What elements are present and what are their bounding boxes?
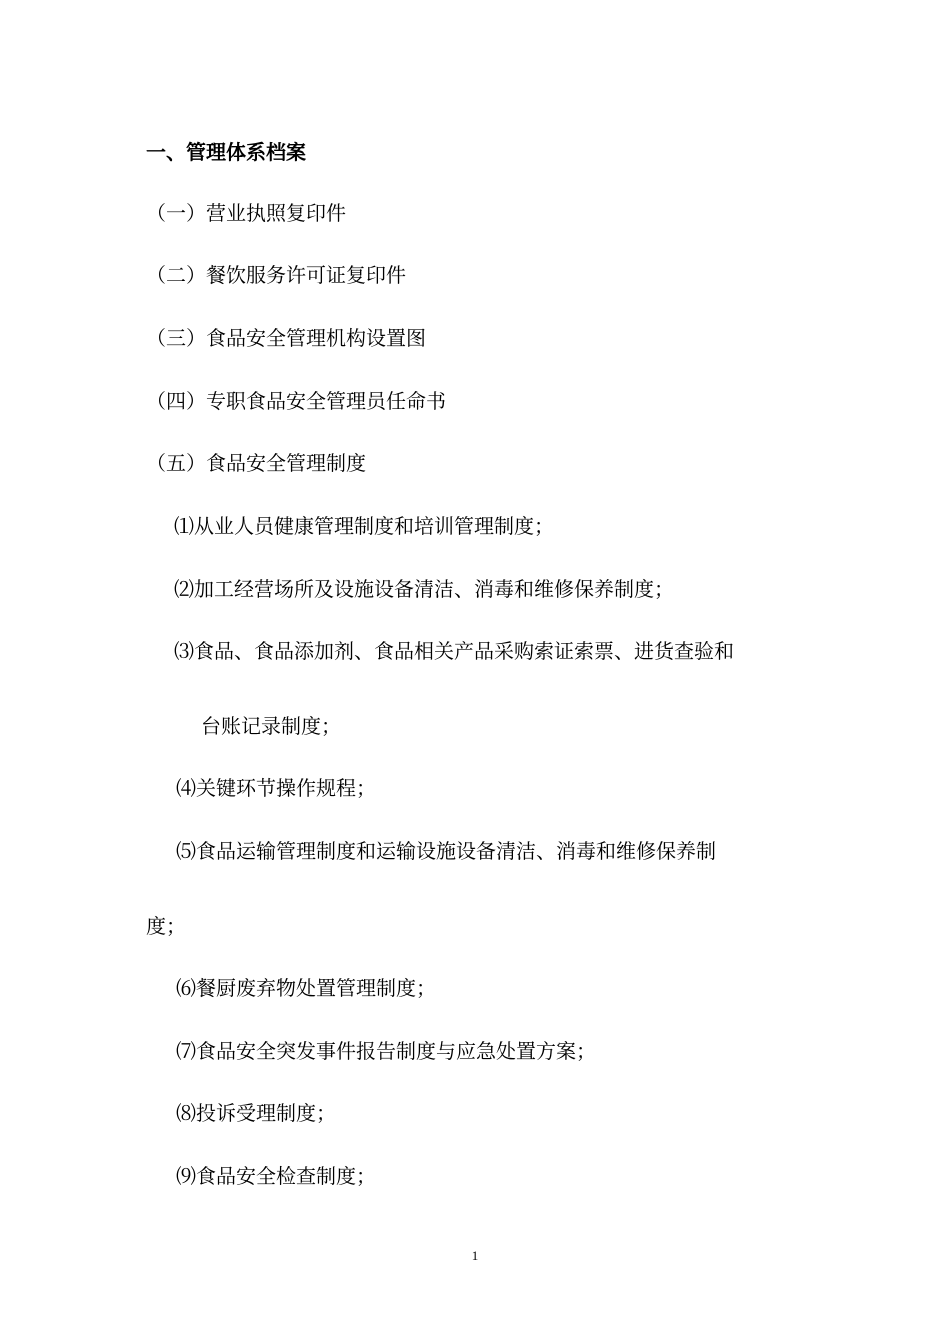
subsection-2: （二）餐饮服务许可证复印件 (146, 263, 406, 287)
list-item: ⑼食品安全检查制度； (176, 1164, 376, 1188)
subsection-1: （一）营业执照复印件 (146, 201, 346, 225)
list-item: ⑵加工经营场所及设施设备清洁、消毒和维修保养制度； (174, 577, 674, 601)
list-item: ⑻投诉受理制度； (176, 1101, 336, 1125)
list-item: ⑶食品、食品添加剂、食品相关产品采购索证索票、进货查验和 (174, 639, 734, 663)
subsection-3: （三）食品安全管理机构设置图 (146, 326, 426, 350)
list-item-continuation: 台账记录制度； (201, 714, 341, 738)
list-item: ⑴从业人员健康管理制度和培训管理制度； (174, 514, 554, 538)
list-item: ⑷关键环节操作规程； (176, 776, 376, 800)
section-heading: 一、管理体系档案 (146, 140, 306, 164)
subsection-4: （四）专职食品安全管理员任命书 (146, 389, 446, 413)
list-item: ⑸食品运输管理制度和运输设施设备清洁、消毒和维修保养制 (176, 839, 716, 863)
subsection-5: （五）食品安全管理制度 (146, 451, 366, 475)
list-item-continuation: 度； (146, 914, 186, 938)
page-number: 1 (471, 1248, 479, 1263)
list-item: ⑺食品安全突发事件报告制度与应急处置方案； (176, 1039, 596, 1063)
list-item: ⑹餐厨废弃物处置管理制度； (176, 976, 436, 1000)
